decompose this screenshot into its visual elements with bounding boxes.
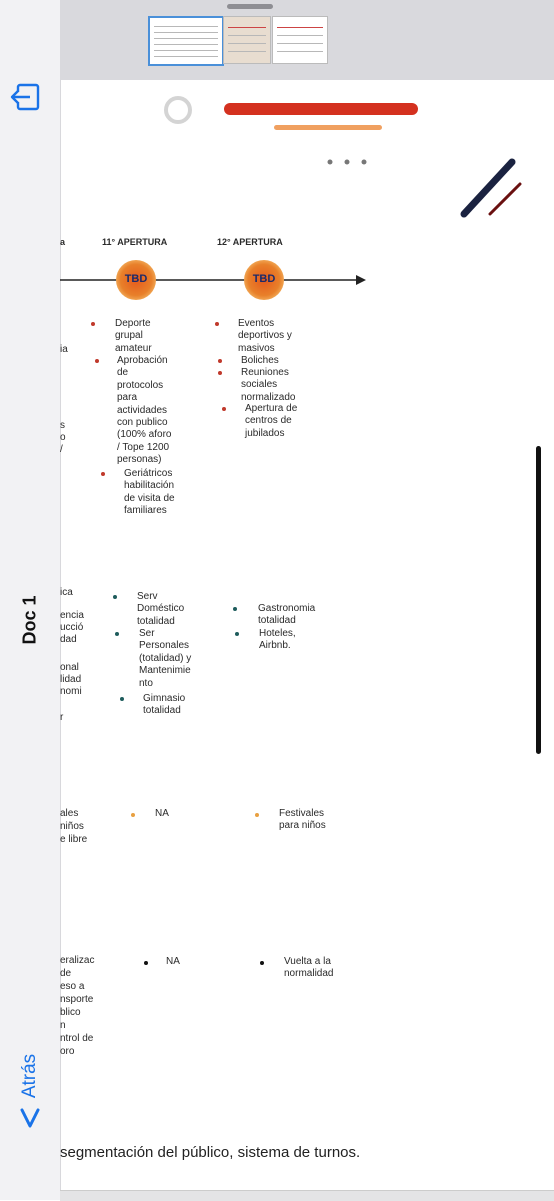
text-line: Geriátricos [124, 468, 173, 479]
drag-handle[interactable] [227, 4, 273, 9]
item-gastronomia [258, 603, 315, 628]
bullet-teal [235, 632, 239, 636]
bullet-red [95, 359, 99, 363]
text-line: totalidad [143, 705, 181, 717]
fragment-r4-0: eralizac [60, 955, 95, 966]
text-line: totalidad [258, 615, 296, 627]
fragment-r2-0: ica [60, 587, 73, 598]
document-title [12, 595, 48, 645]
bullet-red [101, 472, 105, 476]
fragment-r4-7: oro [60, 1046, 75, 1057]
text-line: actividades [117, 404, 168, 416]
text-line: nto [139, 677, 153, 689]
fragment-r2-8: nomi [60, 686, 82, 697]
text-line: familiares [124, 505, 167, 517]
fragment-r4-6: ntrol de [60, 1033, 94, 1044]
bullet-teal [120, 697, 124, 701]
bullet-orange [131, 813, 135, 817]
back-button[interactable] [10, 1040, 50, 1132]
footer-text: segmentación del público, sistema de turnos. [60, 1144, 361, 1161]
text-line: normalizado [241, 391, 296, 403]
text-line: Ser [139, 628, 155, 639]
fragment-r2-7: lidad [60, 674, 82, 685]
text-line: centros de [245, 415, 292, 427]
fragment-r2-2: encia [60, 610, 84, 621]
bullet-red [215, 322, 219, 326]
text-line: Aprobación [117, 355, 168, 366]
document-page [60, 80, 536, 1190]
text-line: Boliches [241, 355, 279, 366]
fragment-r4-3: nsporte [60, 994, 94, 1005]
fragment-r1-3: s [60, 420, 65, 431]
item-aprobacion-protocolos [117, 355, 171, 467]
text-line: personas) [117, 454, 162, 466]
bullet-black [260, 961, 264, 965]
item-eventos-deportivos [238, 318, 292, 355]
vertical-scrollbar[interactable] [536, 446, 541, 754]
text-line: protocolos [117, 379, 164, 391]
text-line: Mantenimie [139, 665, 191, 677]
document-title-text: Doc 1 [19, 595, 40, 645]
text-line: jubilados [245, 427, 285, 439]
fragment-r3-1: niños [60, 821, 84, 832]
text-line: Reuniones [241, 367, 289, 378]
text-line: Airbnb. [259, 640, 291, 652]
bullet-red [218, 359, 222, 363]
item-boliches [241, 355, 279, 367]
tbd-label-11: TBD [124, 273, 148, 285]
text-line: de [117, 367, 129, 379]
item-reuniones-sociales [241, 367, 295, 404]
item-deporte-grupal [115, 318, 152, 355]
text-line: totalidad [137, 615, 175, 627]
bullet-teal [113, 595, 117, 599]
header-11-apertura: 11° APERTURA [102, 237, 168, 247]
item-na-r3: NA [155, 808, 169, 819]
text-line: Doméstico [137, 603, 185, 615]
bullet-teal [115, 632, 119, 636]
tbd-label-12: TBD [252, 273, 276, 285]
text-line: grupal [115, 330, 143, 342]
fragment-r4-1: de [60, 968, 72, 979]
text-line: Serv [137, 591, 158, 602]
bullet-red [218, 371, 222, 375]
fragment-r1-1: ia [60, 344, 68, 355]
text-line: Eventos [238, 318, 275, 329]
text-line: habilitación [124, 480, 175, 492]
item-hoteles [259, 628, 296, 653]
back-button-label: Atrás [19, 1053, 40, 1099]
fragment-r2-4: dad [60, 634, 77, 645]
page-thumbnail-1[interactable] [148, 16, 224, 66]
fragment-r4-2: eso a [60, 981, 85, 992]
fragment-r3-2: e libre [60, 834, 88, 845]
chevron-left-icon [18, 1108, 42, 1128]
text-line: para niños [279, 820, 326, 832]
tbd-marker-11 [116, 260, 156, 300]
item-geriatricos [124, 468, 175, 518]
fragment-r2-10: r [60, 712, 64, 723]
tbd-marker-12 [244, 260, 284, 300]
text-line: masivos [238, 342, 275, 354]
text-line: Vuelta a la [284, 956, 331, 967]
item-festivales [279, 808, 326, 833]
bullet-black [144, 961, 148, 965]
fragment-r2-3: ucció [60, 622, 84, 633]
item-na-r4: NA [166, 956, 180, 967]
text-line: amateur [115, 342, 152, 354]
fragment-r1-5: / [60, 444, 63, 455]
fragment-r2-6: onal [60, 662, 79, 673]
fragment-r1-0: a [60, 237, 66, 247]
header-12-apertura: 12° APERTURA [217, 237, 283, 247]
text-line: Hoteles, [259, 628, 296, 639]
page-thumbnail-3[interactable] [272, 16, 328, 64]
item-apertura-jubilados [245, 403, 297, 440]
timeline-arrow [60, 270, 380, 290]
item-vuelta-normalidad [284, 956, 333, 981]
page-thumbnail-2[interactable] [223, 16, 271, 64]
text-line: / Tope 1200 [117, 441, 170, 453]
fragment-r1-4: o [60, 432, 66, 443]
fragment-r4-4: blico [60, 1007, 81, 1018]
text-line: Festivales [279, 808, 325, 819]
text-line: normalidad [284, 968, 334, 980]
item-gimnasio [143, 693, 185, 718]
bullet-red [91, 322, 95, 326]
text-line: sociales [241, 379, 278, 391]
text-line: Apertura de [245, 403, 298, 414]
text-line: deportivos y [238, 330, 292, 342]
text-line: de visita de [124, 492, 175, 504]
text-line: para [117, 392, 138, 404]
text-line: (totalidad) y [139, 652, 192, 664]
fragment-r4-5: n [60, 1020, 66, 1031]
text-line: Deporte [115, 318, 151, 329]
bottom-toolbar [60, 1190, 554, 1201]
bullet-teal [233, 607, 237, 611]
fragment-r3-0: ales [60, 808, 79, 819]
text-line: Personales [139, 640, 190, 652]
bullet-red [222, 407, 226, 411]
text-line: (100% aforo [117, 429, 172, 441]
text-line: Gastronomia [258, 603, 316, 614]
exit-document-icon[interactable] [10, 82, 46, 114]
text-line: Gimnasio [143, 693, 186, 704]
item-ser-personales [139, 628, 191, 690]
text-line: con publico [117, 417, 168, 429]
item-serv-domestico [137, 591, 184, 628]
bullet-orange [255, 813, 259, 817]
decorative-header-graphics [60, 80, 536, 230]
page-thumbnail-strip [60, 0, 554, 80]
